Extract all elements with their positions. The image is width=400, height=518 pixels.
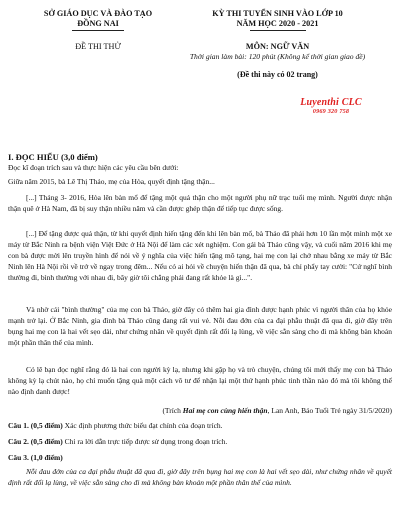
passage-paragraph-2: [...] Để tặng được quả thận, từ khi quyết định hiến tặng đến khi lên bàn mổ, bà Thảo đã phải hơn 10 lần một mình một xe máy từ Bắc Ninh ra bệnh viện Việt Đức ở Hà Nội để làm các xét nghiệm. Con gái bà Thảo cũng vậy, và cuối năm 2016 khi mẹ con bà được mời lên truyền hình để nói về ý nghĩa của việc hiến tặng mô tạng, hai mẹ con lại chở nhau bằng xe máy từ Bắc Ninh lên Hà Nội rồi về trở về ngay trong đêm... Nếu có ai hỏi về chuyện hiến thận đã qua, bà chỉ phẩy tay cười: "Cứ nghĩ bình thường đi, bình thường với nhau đi, bây giờ tôi chẳng phải đang rất khỏe là gì...".: [8, 229, 392, 282]
exam-type: ĐỀ THI THỬ: [75, 42, 121, 51]
section-title: I. ĐỌC HIỂU (3,0 điểm): [8, 152, 98, 162]
exam-title: KỲ THI TUYỂN SINH VÀO LỚP 10: [212, 9, 343, 18]
subject-title: MÔN: NGỮ VĂN: [245, 42, 310, 51]
source-suffix: , Lan Anh, Báo Tuổi Trẻ ngày 31/5/2020): [267, 406, 392, 415]
intro-text: Giữa năm 2015, bà Lê Thị Thảo, mẹ của Hòa, quyết định tặng thận...: [8, 177, 215, 186]
passage-paragraph-1: [...] Tháng 3- 2016, Hòa lên bàn mổ để tặng một quả thận cho một người phụ nữ trạc tuổi mẹ mình. Người được nhận thận quê ở Hà Nam, đã bị suy thận nhiều năm và cần được ghép thận để tiếp tục được sống.: [8, 193, 392, 213]
stamp-title: Luyenthi CLC: [300, 97, 362, 108]
pages-note: (Đề thi này có 02 trang): [237, 70, 318, 79]
watermark-stamp: [285, 97, 377, 115]
question-1-text: Xác định phương thức biểu đạt chính của đoạn trích.: [62, 421, 223, 430]
stamp-phone: 0969 320 758: [312, 108, 350, 115]
quoted-passage: Nỗi đau đớn của ca đại phẫu thuật đã qua đi, giờ đây trên bụng hai mẹ con là hai vết sẹo dài, như chứng nhân về quyết định rất đổi lạ lùng, về việc sẵn sàng cho đi mà không bàn khoản một phần thân thể của mình.: [8, 467, 392, 487]
school-year: NĂM HỌC 2020 - 2021: [236, 19, 319, 28]
question-2-label: Câu 2. (0,5 điểm): [8, 437, 63, 446]
question-2-text: Chỉ ra lời dẫn trực tiếp được sử dụng trong đoạn trích.: [62, 437, 228, 446]
passage-paragraph-4: Có lẽ bạn đọc nghĩ rằng đó là hai con người kỳ lạ, nhưng khi gặp họ và trò chuyện, chúng tôi mới thấy mẹ con bà Thảo không kỳ lạ chút nào, họ chỉ muốn tặng quà một cách vô tư để nhận lại một thứ hạnh phúc tinh thần nào đó mà tôi không thể nào định danh được!: [8, 365, 392, 396]
question-1: [8, 421, 392, 432]
source-prefix: (Trích: [162, 406, 183, 415]
passage-paragraph-3: Và nhờ cái "bình thường" của mẹ con bà Thảo, giờ đây có thêm hai gia đình được hạnh phúc vì người thân của họ khỏe mạnh trở lại. Ở Bắc Ninh, gia đình bà Thảo cũng đang rất vui vẻ. Nỗi đau đớn của ca đại phẫu thuật đã qua đi, giờ đây trên bụng hai mẹ con là hai vết sẹo dài, như chứng nhân về quyết định rất đổi lạ lùng, về việc sẵn sàng cho đi mà không bàn khoản một phần thân thể của mình.: [8, 305, 392, 347]
left-divider: [72, 30, 124, 31]
question-2: [8, 437, 392, 448]
source-citation: [8, 406, 392, 417]
time-limit: Thời gian làm bài: 120 phút (Không kể thời gian giao đề): [189, 52, 366, 61]
question-3-label: Câu 3. (1,0 điểm): [8, 453, 63, 462]
question-1-label: Câu 1. (0,5 điểm): [8, 421, 63, 430]
instruction-text: Đọc kĩ đoạn trích sau và thực hiện các yêu cầu bên dưới:: [8, 163, 179, 172]
department-name: SỞ GIÁO DỤC VÀ ĐÀO TẠO: [43, 9, 153, 18]
source-title: Hai mẹ con cùng hiến thận: [182, 406, 268, 415]
province-name: ĐỒNG NAI: [77, 19, 119, 28]
question-3: [8, 453, 392, 464]
right-divider: [250, 30, 306, 31]
